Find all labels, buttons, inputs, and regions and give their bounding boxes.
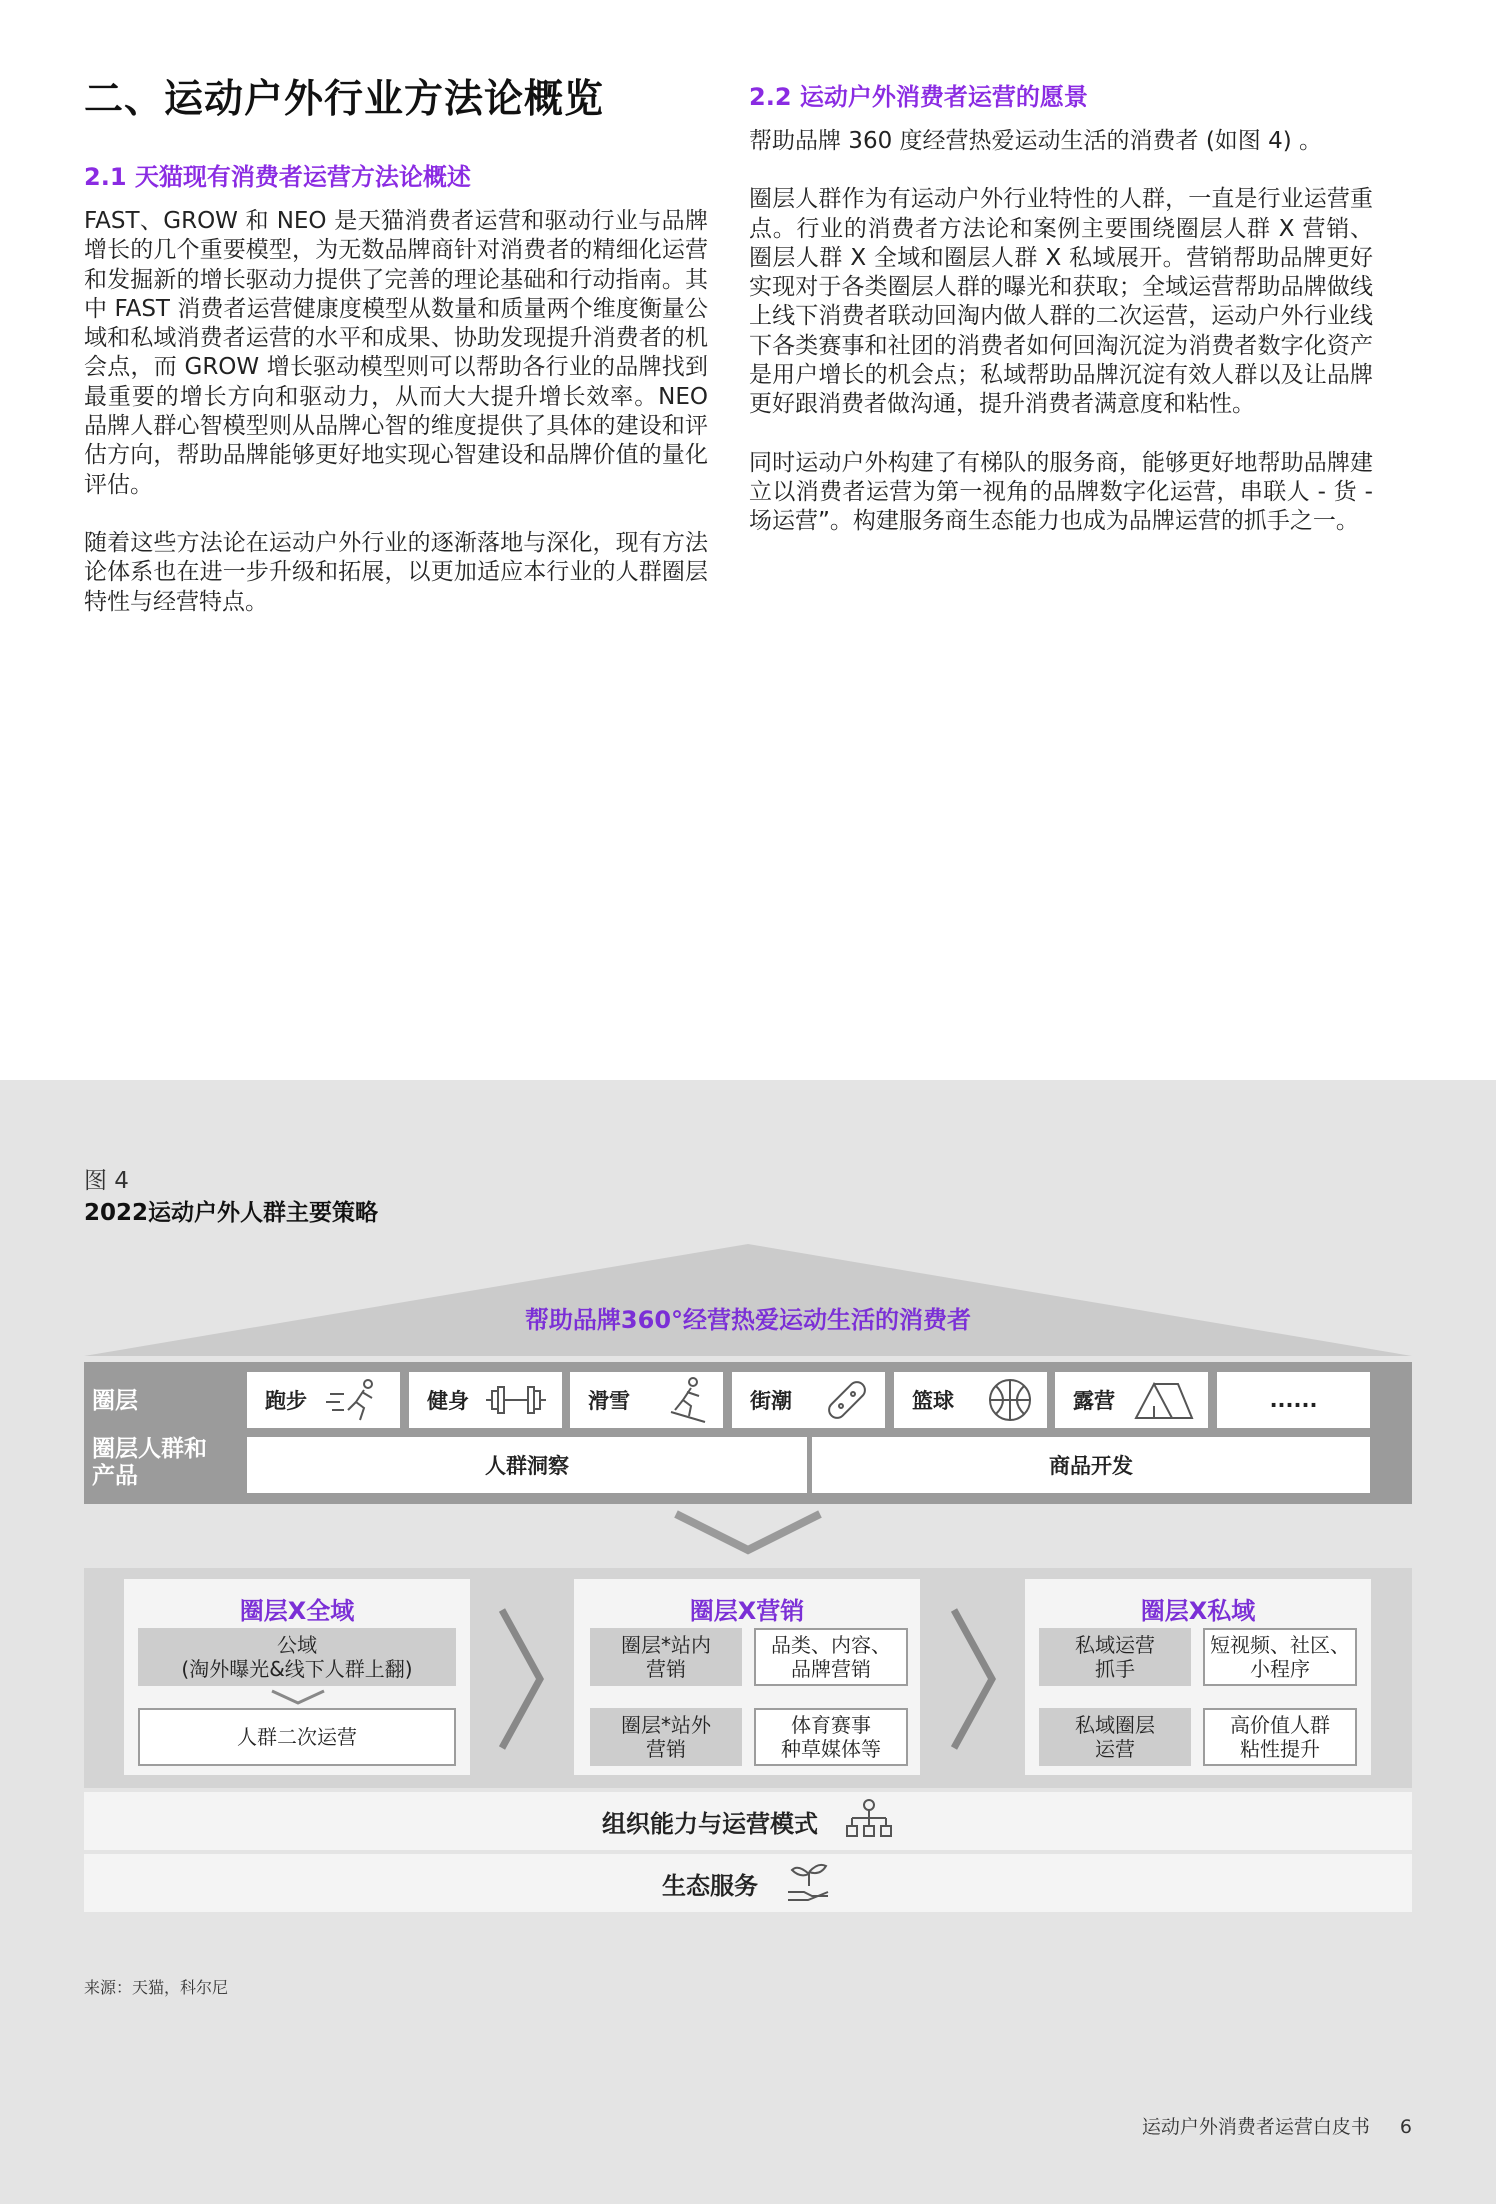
- footer-title: 运动户外消费者运营白皮书: [1141, 2116, 1370, 2138]
- dumbbell-icon: [484, 1385, 548, 1415]
- tent-icon: [1134, 1380, 1194, 1420]
- circle-camping: 露营: [1055, 1372, 1208, 1428]
- skateboard-icon: [823, 1376, 871, 1424]
- private-circle-item: 私域圈层 运营: [1039, 1708, 1191, 1766]
- offsite-marketing-item: 圈层*站外 营销: [590, 1708, 742, 1766]
- running-icon: [326, 1378, 386, 1422]
- chevron-right-icon: [496, 1604, 548, 1754]
- chevron-right-icon: [948, 1604, 1000, 1754]
- circle-running: 跑步: [247, 1372, 400, 1428]
- section-2-1-paragraph-2: 随着这些方法论在运动户外行业的逐渐落地与深化，现有方法论体系也在进一步升级和拓展，以更加适应本行业的人群圈层特性与经营特点。: [84, 529, 708, 615]
- page-footer: [1142, 2112, 1412, 2139]
- section-2-1-title: 2.1 天猫现有消费者运营方法论概述: [84, 163, 471, 191]
- figure-source: 来源：天猫，科尔尼: [84, 1978, 229, 1997]
- onsite-marketing-item: 圈层*站内 营销: [590, 1628, 742, 1686]
- circles-row-label: 圈层: [92, 1388, 138, 1414]
- circle-street: 街潮: [732, 1372, 885, 1428]
- chevron-down-icon: [670, 1510, 826, 1556]
- box-marketing-title: 圈层X营销: [689, 1597, 805, 1625]
- page-heading: 二、运动户外行业方法论概览: [84, 77, 605, 122]
- section-2-2-title: 2.2 运动户外消费者运营的愿景: [749, 83, 1088, 111]
- roof-text: 帮助品牌360°经营热爱运动生活的消费者: [524, 1306, 972, 1334]
- secondary-operation-item: 人群二次运营: [138, 1708, 456, 1766]
- short-video-item: 短视频、社区、 小程序: [1203, 1628, 1357, 1686]
- products-row-label: 圈层人群和 产品: [92, 1436, 207, 1489]
- private-operation-item: 私域运营 抓手: [1039, 1628, 1191, 1686]
- sports-events-item: 体育赛事 种草媒体等: [754, 1708, 908, 1766]
- box-private-domain-title: 圈层X私域: [1140, 1597, 1256, 1625]
- box-omnichannel-title: 圈层X全域: [239, 1597, 355, 1625]
- page-number: 6: [1399, 2116, 1412, 2138]
- section-2-2-paragraph-3: 同时运动户外构建了有梯队的服务商，能够更好地帮助品牌建立以消费者运营为第一视角的品牌数字化运营，串联人 - 货 - 场运营”。构建服务商生态能力也成为品牌运营的抓手之一。: [749, 449, 1373, 535]
- crowd-insight: 人群洞察: [247, 1437, 807, 1493]
- product-development: 商品开发: [812, 1437, 1370, 1493]
- public-domain-item: 公域 (淘外曝光&线下人群上翻): [138, 1628, 456, 1686]
- org-capability-bar: 组织能力与运营模式: [84, 1792, 1412, 1850]
- circle-basketball: 篮球: [894, 1372, 1047, 1428]
- circle-more: ......: [1217, 1372, 1370, 1428]
- skier-icon: [665, 1376, 709, 1424]
- circle-fitness: 健身: [409, 1372, 562, 1428]
- section-2-1-paragraph-1: FAST、GROW 和 NEO 是天猫消费者运营和驱动行业与品牌增长的几个重要模型，为无数品牌商针对消费者的精细化运营和发掘新的增长驱动力提供了完善的理论基础和行动指南。其中 FAST 消费者运营健康度模型从数量和质量两个维度衡量公域和私域消费者运营的水平和成果、协助发现提升消费者的机会点，而 GROW 增长驱动模型则可以帮助各行业的品牌找到最重要的增长方向和驱动力，从而大大提升增长效率。NEO 品牌人群心智模型则从品牌心智的维度提供了具体的建设和评估方向，帮助品牌能够更好地实现心智建设和品牌价值的量化评估。: [84, 208, 708, 498]
- small-chevron-down-icon: [268, 1687, 328, 1707]
- high-value-item: 高价值人群 粘性提升: [1203, 1708, 1357, 1766]
- section-2-2-paragraph-1: 帮助品牌 360 度经营热爱运动生活的消费者 (如图 4) 。: [749, 128, 1323, 154]
- category-content-item: 品类、内容、 品牌营销: [754, 1628, 908, 1686]
- org-chart-icon: [844, 1798, 894, 1844]
- figure-label: 图 4: [84, 1168, 129, 1194]
- basketball-icon: [987, 1377, 1033, 1423]
- plant-hand-icon: [784, 1860, 834, 1906]
- section-2-2-paragraph-2: 圈层人群作为有运动户外行业特性的人群，一直是行业运营重点。行业的消费者方法论和案例主要围绕圈层人群 X 营销、圈层人群 X 全域和圈层人群 X 私域展开。营销帮助品牌更好实现对于各类圈层人群的曝光和获取；全域运营帮助品牌做线上线下消费者联动回淘内做人群的二次运营，运动户外行业线下各类赛事和社团的消费者如何回淘沉淀为消费者数字化资产是用户增长的机会点；私域帮助品牌沉淀有效人群以及让品牌更好跟消费者做沟通，提升消费者满意度和粘性。: [749, 186, 1373, 418]
- figure-title: 2022运动户外人群主要策略: [84, 1200, 379, 1226]
- circle-skiing: 滑雪: [570, 1372, 723, 1428]
- ecosystem-service-bar: 生态服务: [84, 1854, 1412, 1912]
